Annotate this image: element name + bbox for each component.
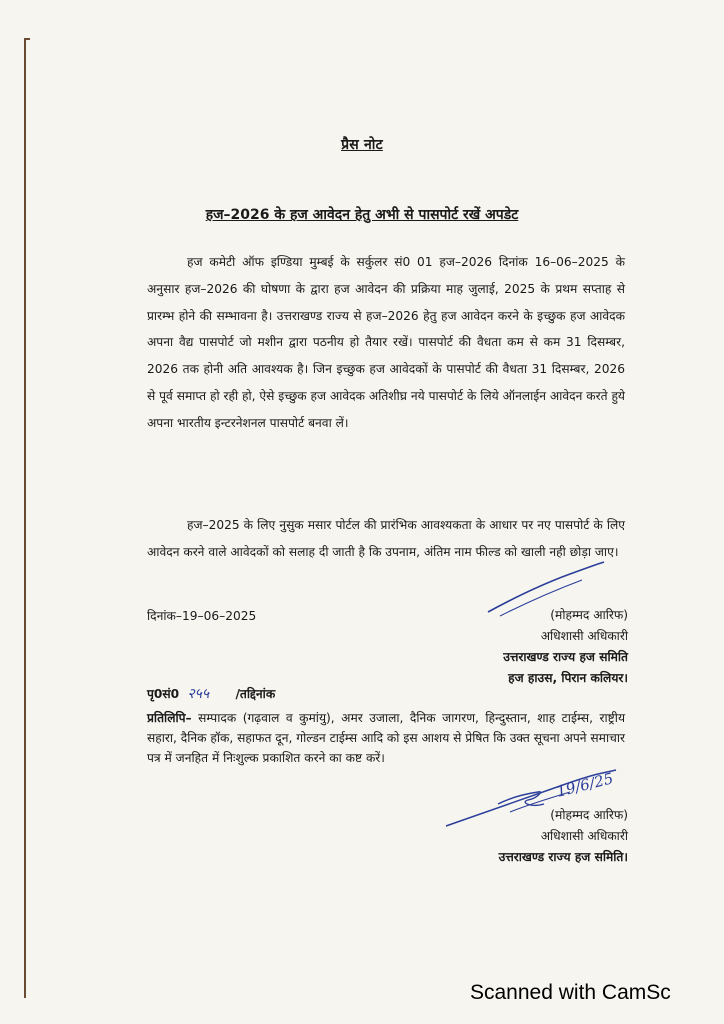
signatory-1-name: (मोहम्मद आरिफ) xyxy=(550,608,628,622)
reference-line xyxy=(147,684,275,703)
copy-to-section xyxy=(147,708,625,769)
body-paragraph-2: हज–2025 के लिए नुसुक मसार पोर्टल की प्रारंभिक आवश्यकता के आधार पर नए पासपोर्ट के लिए आवेदन करने वाले आवेदकों को सलाह दी जाती है कि उपनाम, अंतिम नाम फील्ड को खाली नही छोड़ा जाए। xyxy=(147,518,625,559)
issue-date: दिनांक–19–06–2025 xyxy=(147,609,257,623)
margin-rule xyxy=(24,38,26,998)
body-paragraph-1: हज कमेटी ऑफ इण्डिया मुम्बई के सर्कुलर सं0 01 हज–2026 दिनांक 16–06–2025 के अनुसार हज–2026 की घोषणा के द्वारा हज आवेदन की प्रक्रिया माह जुलाई, 2025 के प्रथम सप्ताह से प्रारम्भ होने की सम्भावना है। उत्तराखण्ड राज्य से हज–2026 हेतु हज आवेदन करने के इच्छुक हज आवेदक अपना वैद्य पासपोर्ट जो मशीन द्वारा पठनीय हो तैयार रखें। पासपोर्ट की वैधता कम से कम 31 दिसम्बर, 2026 तक होनी अति आवश्यक है। जिन इच्छुक हज आवेदकों के पासपोर्ट की वैधता 31 दिसम्बर, 2026 से पूर्व समाप्त हो रही हो, ऐसे इच्छुक हज आवेदक अतिशीघ्र नये पासपोर्ट के लिये ऑनलाईन आवेदन करते हुये अपना भारतीय इन्टरनेशनल पासपोर्ट बनवा लें। xyxy=(147,255,625,430)
signatory-2-name: (मोहम्मद आरिफ) xyxy=(550,808,628,822)
scanner-watermark: Scanned with CamSc xyxy=(470,981,671,1004)
signatory-1-address: हज हाउस, पिरान कलियर। xyxy=(508,671,628,685)
reference-prefix: पृ0सं0 xyxy=(147,687,180,701)
reference-number: २५५ xyxy=(187,686,210,702)
document-subject: हज–2026 के हज आवेदन हेतु अभी से पासपोर्ट रखें अपडेट xyxy=(205,207,519,223)
signatory-1-org: उत्तराखण्ड राज्य हज समिति xyxy=(503,650,628,664)
margin-rule-tick xyxy=(24,38,30,40)
signatory-block-2 xyxy=(499,805,628,868)
document-title: प्रैस नोट xyxy=(341,137,383,153)
reference-suffix: /तद्दिनांक xyxy=(235,687,276,701)
handwritten-date: 19/6/25 xyxy=(554,769,616,801)
copy-to-label: प्रतिलिपि– xyxy=(147,711,192,725)
signatory-1-designation: अधिशासी अधिकारी xyxy=(540,629,628,643)
signatory-2-org: उत्तराखण्ड राज्य हज समिति। xyxy=(498,850,628,864)
signatory-2-designation: अधिशासी अधिकारी xyxy=(540,829,628,843)
copy-to-text: सम्पादक (गढ़वाल व कुमांयु), अमर उजाला, दैनिक जागरण, हिन्दुस्तान, शाह टाईम्स, राष्ट्रीय सहारा, दैनिक हॉक, सहाफत दून, गोल्डन टाईम्स आदि को इस आशय से प्रेषित कि उक्त सूचना अपने समाचार पत्र में जनहित में निःशुल्क प्रकाशित करने का कष्ट करें। xyxy=(147,711,626,766)
signatory-block-1 xyxy=(503,605,628,689)
